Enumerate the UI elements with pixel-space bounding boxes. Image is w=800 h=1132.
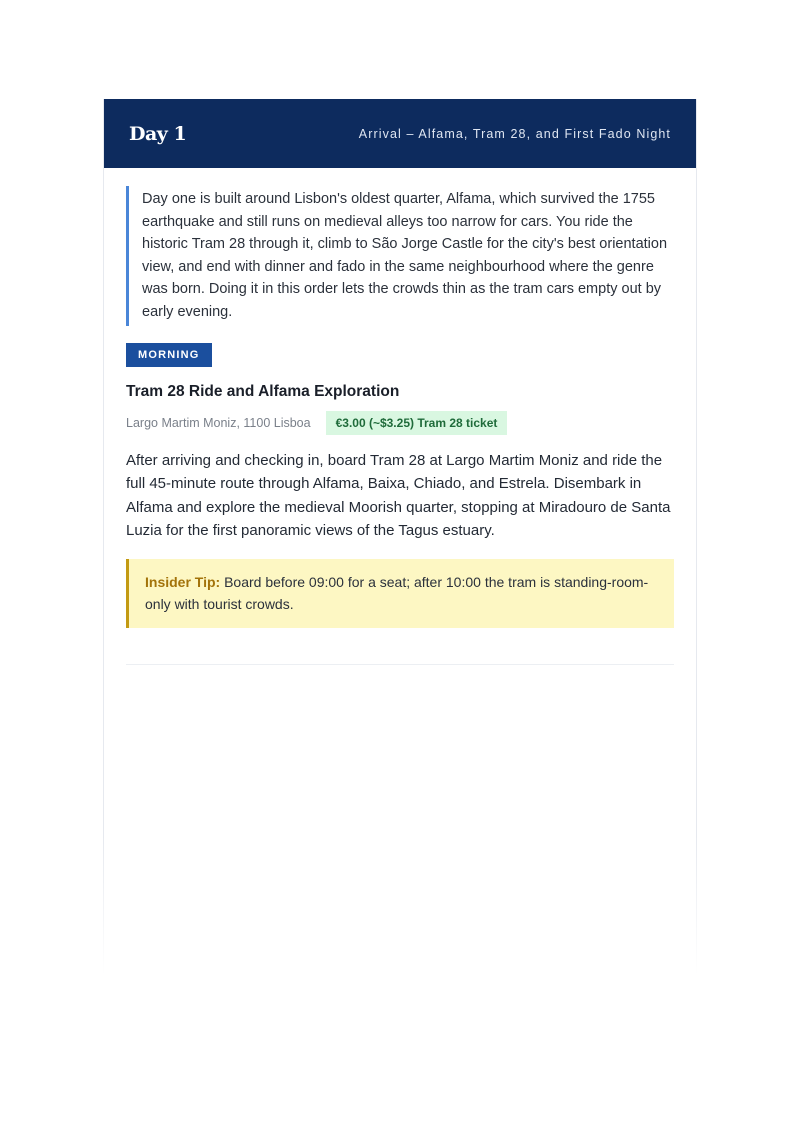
day-intro: Day one is built around Lisbon's oldest quarter, Alfama, which survived the 1755 earthquake and still runs on medieval alleys too narrow for cars. You ride the historic Tram 28 through it, climb to São Jorge Castle for the city's best orientation view, and end with dinner and fado in the same neighbourhood where the genre was born. Doing it in this order lets the crowds thin as the tram cars empty out by early evening.	[126, 186, 674, 326]
price-tag: €3.00 (~$3.25) Tram 28 ticket	[326, 411, 508, 435]
activity-description: After arriving and checking in, board Tram 28 at Largo Martim Moniz and ride the full 45-minute route through Alfama, Baixa, Chiado, and Estrela. Disembark in Alfama and explore the medieval Moorish quarter, stopping at Miradouro de Santa Luzia for the first panoramic views of the Tagus estuary.	[126, 451, 671, 540]
activity-meta	[126, 411, 674, 435]
day-subtitle: Arrival – Alfama, Tram 28, and First Fado Night	[358, 126, 671, 141]
insider-tip-text: Board before 09:00 for a seat; after 10:00 the tram is standing-room-only with tourist crowds.	[145, 573, 649, 612]
day-content	[104, 168, 696, 665]
section-divider	[126, 664, 674, 665]
activity-title: Tram 28 Ride and Alfama Exploration	[126, 382, 400, 400]
time-of-day-badge: MORNING	[126, 343, 212, 367]
day-title: Day 1	[129, 122, 187, 145]
insider-tip-label: Insider Tip:	[145, 573, 221, 590]
day-card	[103, 99, 697, 975]
activity-location: Largo Martim Moniz, 1100 Lisboa	[126, 415, 311, 430]
day-header	[104, 99, 696, 168]
insider-tip	[126, 559, 674, 628]
